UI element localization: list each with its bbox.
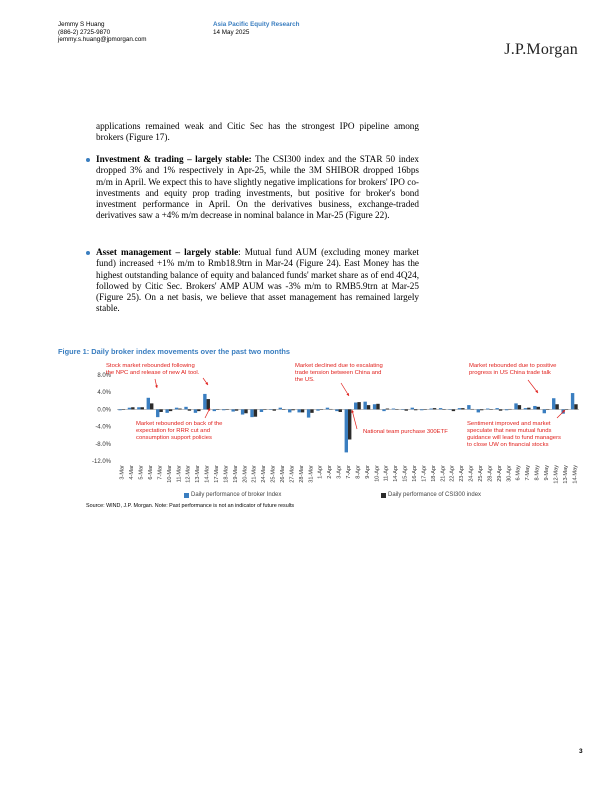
x-tick-label: 24-Apr	[468, 465, 475, 482]
bar-csi300	[150, 403, 153, 409]
x-tick-label: 2-Apr	[327, 465, 334, 479]
y-tick-label: -8.0%	[95, 441, 111, 448]
x-tick-label: 14-Apr	[393, 465, 400, 482]
x-tick-label: 10-Mar	[166, 465, 173, 483]
bar-broker	[147, 398, 150, 410]
annotation-trade-tension: Market declined due to escalating trade tension between China and the US.	[295, 363, 383, 383]
bar-csi300	[480, 409, 483, 410]
x-tick-label: 7-Mar	[157, 465, 164, 480]
bullet-text: The CSI300 index and the STAR 50 index dropped 3% and 1% respectively in Apr-25, while the 3M SHIBOR dropped 16bps m/m in April. We expect this to have slightly negative implications for brokers' IPO co-investments and equity prop trading investments, but positive for broker's bond investment performance in April. On the derivatives business, exchange-traded derivatives saw a +4% m/m decrease in nominal balance in Mar-25 (Figure 22).	[96, 154, 419, 221]
bar-csi300	[244, 409, 247, 413]
annotation-rrr-cut: Market rebounded on back of the expectation for RRR cut and consumption support policies	[136, 421, 223, 441]
bar-broker	[231, 409, 234, 411]
bar-broker	[316, 409, 319, 410]
bar-broker	[222, 409, 225, 410]
bar-csi300	[188, 409, 191, 410]
bar-broker	[552, 398, 555, 409]
annotation-arrowhead	[351, 410, 354, 413]
legend-swatch	[184, 493, 189, 498]
x-tick-label: 12-Mar	[185, 465, 192, 483]
bar-broker	[335, 409, 338, 411]
annotation-arrow	[352, 410, 357, 429]
bar-broker	[373, 404, 376, 409]
bar-broker	[326, 408, 329, 410]
legend-csi300	[381, 492, 481, 498]
bar-broker	[514, 403, 517, 409]
x-tick-label: 6-May	[515, 465, 522, 481]
bar-csi300	[178, 409, 181, 410]
bar-csi300	[254, 409, 257, 416]
bar-csi300	[414, 409, 417, 410]
bar-broker	[279, 408, 282, 410]
bar-broker	[411, 408, 414, 410]
x-tick-label: 5-Mar	[138, 465, 145, 480]
bar-broker	[382, 409, 385, 411]
x-tick-label: 12-May	[553, 465, 560, 484]
x-tick-label: 9-Apr	[364, 465, 371, 479]
figure-source: Source: WIND, J.P. Morgan. Note: Past performance is not an indicator of future results	[86, 503, 295, 509]
legend-label: Daily performance of CSI300 index	[388, 492, 482, 498]
bullet-lead: Investment & trading – largely stable:	[96, 154, 252, 164]
bar-broker	[439, 408, 442, 409]
annotation-arrowhead	[205, 382, 208, 385]
annotation-npc-rebound: Stock market rebounded following the NPC and release of new AI tool.	[106, 363, 200, 376]
bar-csi300	[433, 408, 436, 409]
annotation-sentiment: Sentiment improved and market speculate that new mutual funds guidance will lead to fund managers to close UW on financial stocks	[467, 421, 561, 448]
bar-csi300	[367, 405, 370, 409]
bar-csi300	[555, 404, 558, 409]
bullet-text: : Mutual fund AUM (excluding money market fund) increased +1% m/m to Rmb18.9trn in Mar-24 (Figure 24). East Money has the highest outstanding balance of equity and balanced funds' market share as of end 4Q24, followed by Citic Sec. Brokers' AMP AUM was -3% m/m to RMB5.9trn at Mar-25 (Figure 25). On a net basis, we believe that asset management has remained largely stable.	[96, 247, 419, 314]
x-tick-label: 27-Mar	[289, 465, 296, 483]
x-tick-label: 1-Apr	[317, 465, 324, 479]
x-tick-label: 3-Apr	[336, 465, 343, 479]
bar-csi300	[131, 407, 134, 409]
page-number: 3	[579, 748, 583, 755]
report-date: 14 May 2025	[213, 28, 250, 36]
jpmorgan-logo: J.P.Morgan	[504, 41, 578, 58]
x-tick-label: 7-Apr	[346, 465, 352, 479]
bar-broker	[156, 409, 159, 417]
x-tick-label: 6-Mar	[148, 465, 154, 480]
bar-broker	[288, 409, 291, 412]
x-tick-label: 30-Apr	[506, 465, 513, 482]
y-tick-label: 4.0%	[97, 390, 111, 397]
x-tick-label: 7-May	[525, 465, 532, 481]
figure-title: Figure 1: Daily broker index movements over the past two months	[58, 347, 291, 356]
x-tick-label: 11-Apr	[383, 465, 390, 482]
bar-broker	[250, 409, 253, 417]
x-tick-label: 21-Mar	[251, 465, 258, 483]
x-tick-label: 3-Mar	[119, 465, 126, 480]
bar-broker	[194, 409, 197, 412]
x-tick-label: 17-Apr	[421, 465, 428, 482]
bar-csi300	[499, 409, 502, 410]
bar-broker	[260, 409, 263, 412]
author-email[interactable]: jemmy.s.huang@jpmorgan.com	[58, 36, 147, 44]
bar-csi300	[339, 409, 342, 412]
bar-broker	[467, 405, 470, 409]
bar-csi300	[405, 409, 408, 410]
bar-csi300	[159, 409, 162, 412]
bar-broker	[524, 408, 527, 409]
bar-csi300	[518, 405, 521, 409]
bar-csi300	[207, 399, 210, 409]
bar-broker	[203, 394, 206, 409]
annotation-arrowhead	[155, 385, 158, 388]
bar-broker	[392, 409, 395, 410]
annotation-trade-talk: Market rebounded due to positive progress in US China trade talk	[469, 363, 557, 376]
bar-broker	[420, 409, 423, 410]
bar-csi300	[574, 404, 577, 409]
x-tick-label: 14-May	[572, 465, 579, 484]
bar-csi300	[461, 408, 464, 409]
bullet-lead: Asset management – largely stable	[96, 247, 239, 257]
bar-broker	[533, 406, 536, 409]
author-phone: (886-2) 2725-9870	[58, 28, 111, 36]
bar-csi300	[348, 409, 351, 439]
bar-csi300	[357, 402, 360, 409]
bar-csi300	[386, 409, 389, 410]
bar-csi300	[310, 409, 313, 412]
bar-csi300	[141, 407, 144, 409]
x-tick-label: 24-Mar	[261, 465, 268, 483]
x-tick-label: 25-Apr	[478, 465, 484, 482]
bar-broker	[486, 409, 489, 410]
x-tick-label: 16-Apr	[412, 465, 418, 482]
bar-broker	[345, 409, 348, 452]
bar-broker	[165, 409, 168, 412]
bar-broker	[477, 409, 480, 412]
bar-csi300	[537, 407, 540, 410]
annotation-national-team: National team purchase 300ETF	[363, 429, 448, 435]
x-tick-label: 26-Mar	[280, 465, 286, 483]
bar-csi300	[235, 409, 238, 410]
bar-broker	[297, 409, 300, 412]
x-tick-label: 21-Apr	[440, 465, 447, 482]
x-tick-label: 20-Mar	[242, 465, 249, 483]
x-tick-label: 11-Mar	[176, 465, 183, 483]
intro-paragraph: applications remained weak and Citic Sec has the strongest IPO pipeline among brokers (Figure 17).	[96, 121, 419, 143]
bar-broker	[363, 402, 366, 410]
y-tick-label: -4.0%	[95, 424, 111, 431]
bar-broker	[307, 409, 310, 417]
bar-csi300	[273, 409, 276, 410]
bar-broker	[571, 393, 574, 409]
legend-swatch	[381, 493, 386, 498]
bar-broker	[175, 408, 178, 410]
x-tick-label: 10-Apr	[374, 465, 381, 482]
x-tick-label: 28-Mar	[298, 465, 305, 483]
legend-label: Daily performance of broker Index	[191, 492, 282, 498]
bar-broker	[543, 409, 546, 413]
bar-broker	[118, 409, 121, 410]
bar-broker	[213, 409, 216, 411]
x-tick-label: 4-Mar	[129, 465, 136, 480]
x-tick-label: 13-May	[562, 465, 569, 484]
x-tick-label: 19-Mar	[232, 465, 239, 483]
y-tick-label: 8.0%	[97, 373, 111, 379]
bar-csi300	[291, 409, 294, 410]
x-tick-label: 13-Mar	[195, 465, 202, 483]
bar-broker	[128, 408, 131, 410]
x-tick-label: 22-Apr	[449, 465, 456, 482]
x-tick-label: 29-Apr	[496, 465, 503, 482]
x-tick-label: 23-Apr	[459, 465, 466, 482]
bar-csi300	[452, 409, 455, 411]
x-tick-label: 8-Apr	[355, 465, 362, 479]
bar-csi300	[301, 409, 304, 412]
legend-broker	[184, 492, 281, 498]
bar-csi300	[197, 409, 200, 411]
bar-csi300	[376, 404, 379, 410]
bar-broker	[137, 407, 140, 409]
bar-broker	[241, 409, 244, 414]
bar-broker	[495, 408, 498, 409]
bar-broker	[458, 408, 461, 409]
bar-broker	[184, 407, 187, 410]
department-label: Asia Pacific Equity Research	[213, 21, 300, 28]
bar-csi300	[527, 408, 530, 410]
bar-broker	[354, 403, 357, 410]
x-tick-label: 8-May	[534, 465, 541, 481]
y-tick-label: 0.0%	[97, 407, 111, 414]
x-tick-label: 25-Mar	[270, 465, 277, 483]
x-tick-label: 15-Apr	[402, 465, 409, 482]
x-tick-label: 14-Mar	[204, 465, 211, 483]
x-tick-label: 18-Mar	[223, 465, 230, 483]
x-tick-label: 31-Mar	[308, 465, 315, 483]
x-tick-label: 18-Apr	[430, 465, 437, 482]
bar-broker	[429, 409, 432, 410]
bar-csi300	[169, 409, 172, 411]
bar-broker	[505, 409, 508, 410]
x-tick-label: 28-Apr	[487, 465, 494, 482]
x-tick-label: 17-Mar	[214, 465, 220, 483]
y-tick-label: -12.0%	[91, 459, 111, 465]
x-tick-label: 9-May	[544, 465, 550, 481]
author-name: Jemmy S Huang	[58, 21, 105, 28]
